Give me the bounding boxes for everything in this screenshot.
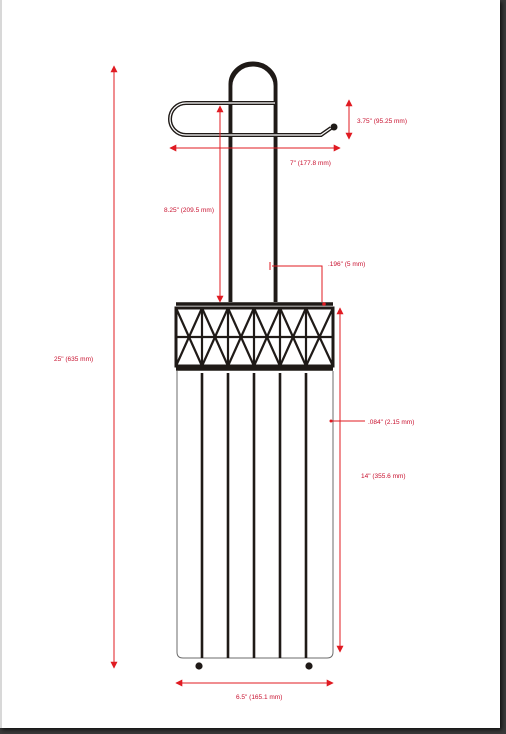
rod-diameter-point (322, 302, 326, 306)
foot-left (195, 662, 202, 669)
paper-holder-arm-inner (170, 103, 331, 135)
label-overall-height: 25" (635 mm) (54, 356, 94, 363)
label-base-width: 6.5" (165.1 mm) (236, 694, 283, 701)
label-rod-diameter: .196" (5 mm) (328, 261, 366, 268)
paper-holder-arm (170, 103, 331, 135)
paper-stand-drawing (170, 64, 338, 670)
label-holder-height: 3.75" (95.25 mm) (357, 118, 407, 125)
label-rod-height: 8.25" (209.5 mm) (164, 207, 214, 214)
label-wall-thickness: .084" (2.15 mm) (368, 419, 415, 426)
arm-end-cap (331, 124, 338, 131)
container-bars (202, 373, 306, 658)
band-lattice (176, 308, 333, 366)
label-holder-width: 7" (177.8 mm) (290, 160, 331, 167)
dimension-lines (114, 66, 365, 683)
foot-right (305, 662, 312, 669)
arch-rod (231, 64, 275, 302)
dimension-labels (54, 118, 414, 701)
dim-leader-rod-diameter (272, 266, 322, 302)
label-container-height: 14" (355.6 mm) (361, 473, 406, 480)
